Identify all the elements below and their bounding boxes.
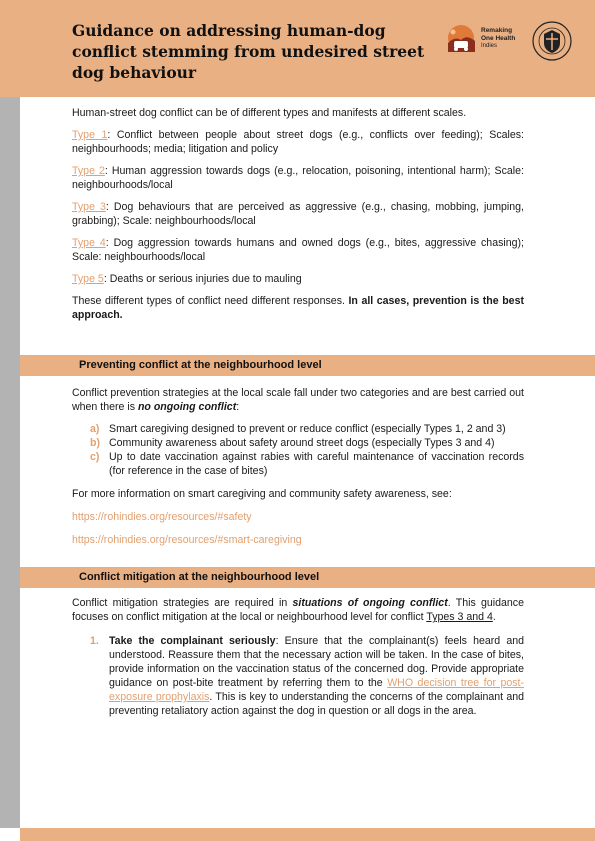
page-header (0, 0, 595, 97)
type-4-text: : Dog aggression towards humans and owned dogs (e.g., bites, aggressive chasing); Scale: neighbourhoods/local (72, 237, 524, 263)
logo-line-1: Remaking (481, 27, 513, 34)
roh-emblem-icon (445, 24, 478, 54)
section-1-intro (72, 386, 524, 414)
list-item (72, 436, 524, 450)
more-info-text: For more information on smart caregiving and community safety awareness, see: (72, 488, 452, 500)
type-4-item (72, 236, 524, 264)
page-title: Guidance on addressing human-dog conflict stemming from undesired street dog behaviour (72, 21, 425, 82)
section-2-intro-mid: . This guidance focuses on conflict mitigation at the local or neighbourhood level for conflict (72, 597, 524, 623)
link-smart-caregiving-item (72, 533, 524, 547)
list-marker: c) (90, 451, 100, 463)
responses-text: These different types of conflict need different responses. (72, 295, 349, 307)
type-1-label: Type 1 (72, 129, 108, 141)
section-1-intro-emphasis: no ongoing conflict (137, 401, 237, 413)
section-1-intro-text: Conflict prevention strategies at the local scale fall under two categories and are best carried out when there is (72, 387, 524, 413)
type-2-label: Type 2 (72, 165, 105, 177)
types-3-and-4-link[interactable]: Types 3 and 4 (426, 611, 493, 623)
type-5-text: : Deaths or serious injuries due to mauling (103, 273, 302, 285)
section-2-heading: Conflict mitigation at the neighbourhood level (79, 571, 320, 583)
responses-paragraph (72, 294, 524, 322)
link-smart-caregiving[interactable]: https://rohindies.org/resources/#smart-caregiving (72, 534, 302, 546)
logo-line-3: Indies (481, 43, 498, 49)
type-1-text: : Conflict between people about street dogs (e.g., conflicts over feeding); Scales: neighbourhoods; media; litigation and policy (72, 129, 524, 155)
type-5-item (72, 272, 524, 286)
item-1-end: . This is key to understanding the concerns of the complainant and preventing retaliatory action against the dog in question or all dogs in the area. (109, 691, 524, 717)
remaking-one-health-logo (445, 22, 535, 58)
section-2-intro-emphasis: situations of ongoing conflict (292, 597, 448, 609)
left-sidebar-band (0, 97, 20, 828)
list-item-text: Smart caregiving designed to prevent or reduce conflict (especially Types 1, 2 and 3) (109, 423, 506, 435)
section-heading-bar (20, 567, 595, 588)
section-1-body (72, 386, 524, 547)
type-1-item (72, 128, 524, 156)
list-marker: 1. (90, 635, 99, 647)
prevention-list (72, 422, 524, 478)
item-1-text: : Ensure that the complainant(s) feels heard and understood. Reassure them that the necessary action will be taken. In the case of bites, provide information on the vaccination status of the concerned dog. Provide appropriate guidance on post-bite treatment by referring them to the (109, 635, 524, 689)
type-2-item (72, 164, 524, 192)
type-3-label: Type 3 (72, 201, 106, 213)
page-footer-band (20, 828, 595, 841)
type-3-text: : Dog behaviours that are perceived as aggressive (e.g., chasing, mobbing, jumping, grabbing); Scale: neighbourhoods/local (72, 201, 524, 227)
section-heading-bar (20, 355, 595, 376)
section-1-intro-end: : (236, 401, 240, 413)
link-safety[interactable]: https://rohindies.org/resources/#safety (72, 511, 252, 523)
type-2-text: : Human aggression towards dogs (e.g., relocation, poisoning, intentional harm); Scale: neighbourhoods/local (72, 165, 524, 191)
intro-paragraph: Human-street dog conflict can be of different types and manifests at different scales. (72, 107, 467, 119)
university-crest-icon (532, 21, 572, 61)
list-item (72, 422, 524, 436)
list-marker: b) (90, 437, 100, 449)
section-2-intro-end: . (492, 611, 496, 623)
link-safety-item (72, 510, 524, 524)
document-body (72, 106, 524, 322)
section-1-heading: Preventing conflict at the neighbourhood level (79, 359, 322, 371)
list-marker: a) (90, 423, 100, 435)
responses-bold: In all cases, prevention is the best approach. (72, 295, 524, 321)
type-4-label: Type 4 (72, 237, 106, 249)
mitigation-list (72, 634, 524, 718)
who-decision-tree-link[interactable]: WHO decision tree for post-exposure prophylaxis (109, 677, 525, 703)
item-1-bold: Take the complainant seriously (109, 635, 276, 647)
list-item (72, 450, 524, 478)
section-2-intro-text: Conflict mitigation strategies are required in (72, 597, 293, 609)
type-5-label: Type 5 (72, 273, 104, 285)
list-item-text: Up to date vaccination against rabies with careful maintenance of vaccination records (for reference in the case of bites) (109, 451, 524, 477)
logo-text (481, 27, 515, 43)
list-item-text: Community awareness about safety around street dogs (especially Types 3 and 4) (109, 437, 495, 449)
list-item (72, 634, 524, 718)
section-2-intro (72, 596, 524, 624)
type-3-item (72, 200, 524, 228)
logo-line-2: One Health (481, 35, 516, 42)
section-2-body (72, 596, 524, 718)
